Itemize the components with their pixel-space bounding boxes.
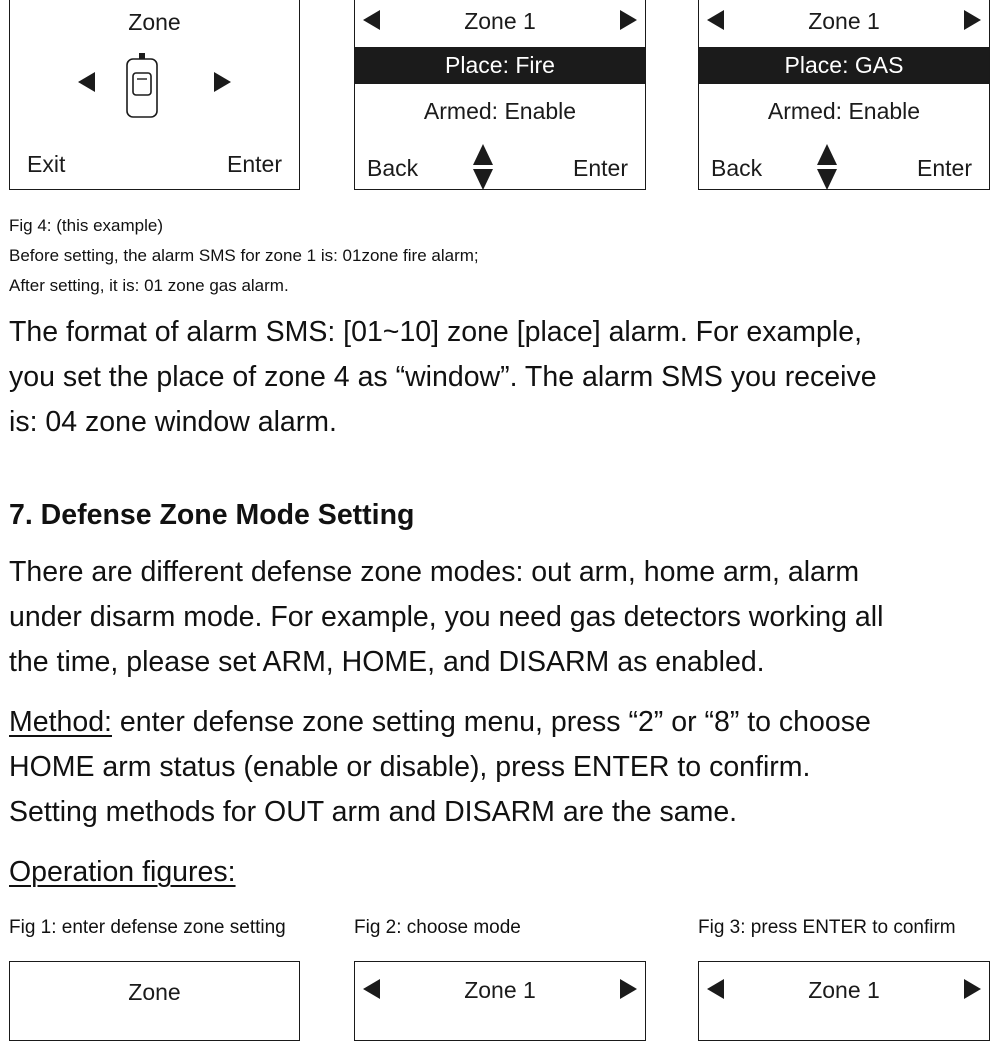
remote-control-icon: [124, 51, 160, 121]
sms-format-paragraph: [9, 310, 994, 445]
paragraph-line: HOME arm status (enable or disable), press ENTER to confirm.: [9, 751, 811, 783]
fig2-caption: Fig 2: choose mode: [354, 917, 521, 938]
right-arrow-icon: [620, 979, 637, 999]
zone-label: Zone 1: [464, 977, 536, 1003]
paragraph-line: you set the place of zone 4 as “window”. The alarm SMS you receive: [9, 361, 877, 393]
enter-label: Enter: [917, 155, 972, 181]
modes-paragraph: [9, 550, 994, 685]
screen-fig3-top: [698, 0, 990, 190]
right-arrow-icon: [620, 10, 637, 30]
screen-fig1-bottom: [9, 961, 300, 1041]
fig1-caption: Fig 1: enter defense zone setting: [9, 917, 286, 938]
section-heading: 7. Defense Zone Mode Setting: [9, 499, 415, 531]
enter-label: Enter: [227, 151, 282, 177]
place-highlight: Place: Fire: [355, 47, 645, 84]
right-arrow-icon: [214, 72, 231, 92]
screen-fig1-top: [9, 0, 300, 190]
fig4-caption: Fig 4: (this example): [9, 216, 163, 235]
back-label: Back: [367, 155, 419, 181]
operation-figures-label: Operation figures:: [9, 856, 236, 888]
exit-label: Exit: [27, 151, 66, 177]
up-down-arrow-icon: [817, 144, 837, 190]
armed-label: Armed: Enable: [767, 98, 921, 124]
paragraph-line: the time, please set ARM, HOME, and DISARM as enabled.: [9, 646, 765, 678]
zone-label: Zone 1: [808, 977, 880, 1003]
enter-label: Enter: [573, 155, 628, 181]
back-label: Back: [711, 155, 763, 181]
screen-title: Zone: [128, 9, 181, 35]
method-paragraph: [9, 700, 994, 835]
paragraph-line: The format of alarm SMS: [01~10] zone [place] alarm. For example,: [9, 316, 862, 348]
method-label: Method:: [9, 706, 112, 738]
screen-fig3-bottom: [698, 961, 990, 1041]
screen-title: Zone: [128, 979, 181, 1005]
right-arrow-icon: [964, 10, 981, 30]
paragraph-line: under disarm mode. For example, you need gas detectors working all: [9, 601, 884, 633]
paragraph-line: [9, 700, 994, 745]
up-down-arrow-icon: [473, 144, 493, 190]
fig4-before-note: Before setting, the alarm SMS for zone 1 is: 01zone fire alarm;: [9, 246, 479, 265]
place-highlight: Place: GAS: [699, 47, 989, 84]
paragraph-line: There are different defense zone modes: out arm, home arm, alarm: [9, 556, 860, 588]
fig3-caption: Fig 3: press ENTER to confirm: [698, 917, 956, 938]
paragraph-line: is: 04 zone window alarm.: [9, 406, 337, 438]
armed-label: Armed: Enable: [423, 98, 577, 124]
screen-fig2-top: [354, 0, 646, 190]
right-arrow-icon: [964, 979, 981, 999]
zone-label: Zone 1: [464, 8, 536, 34]
left-arrow-icon: [78, 72, 95, 92]
zone-label: Zone 1: [808, 8, 880, 34]
paragraph-line: Setting methods for OUT arm and DISARM are the same.: [9, 796, 738, 828]
method-text: enter defense zone setting menu, press “2” or “8” to choose: [111, 706, 871, 738]
fig4-after-note: After setting, it is: 01 zone gas alarm.: [9, 276, 289, 295]
screen-fig2-bottom: [354, 961, 646, 1041]
